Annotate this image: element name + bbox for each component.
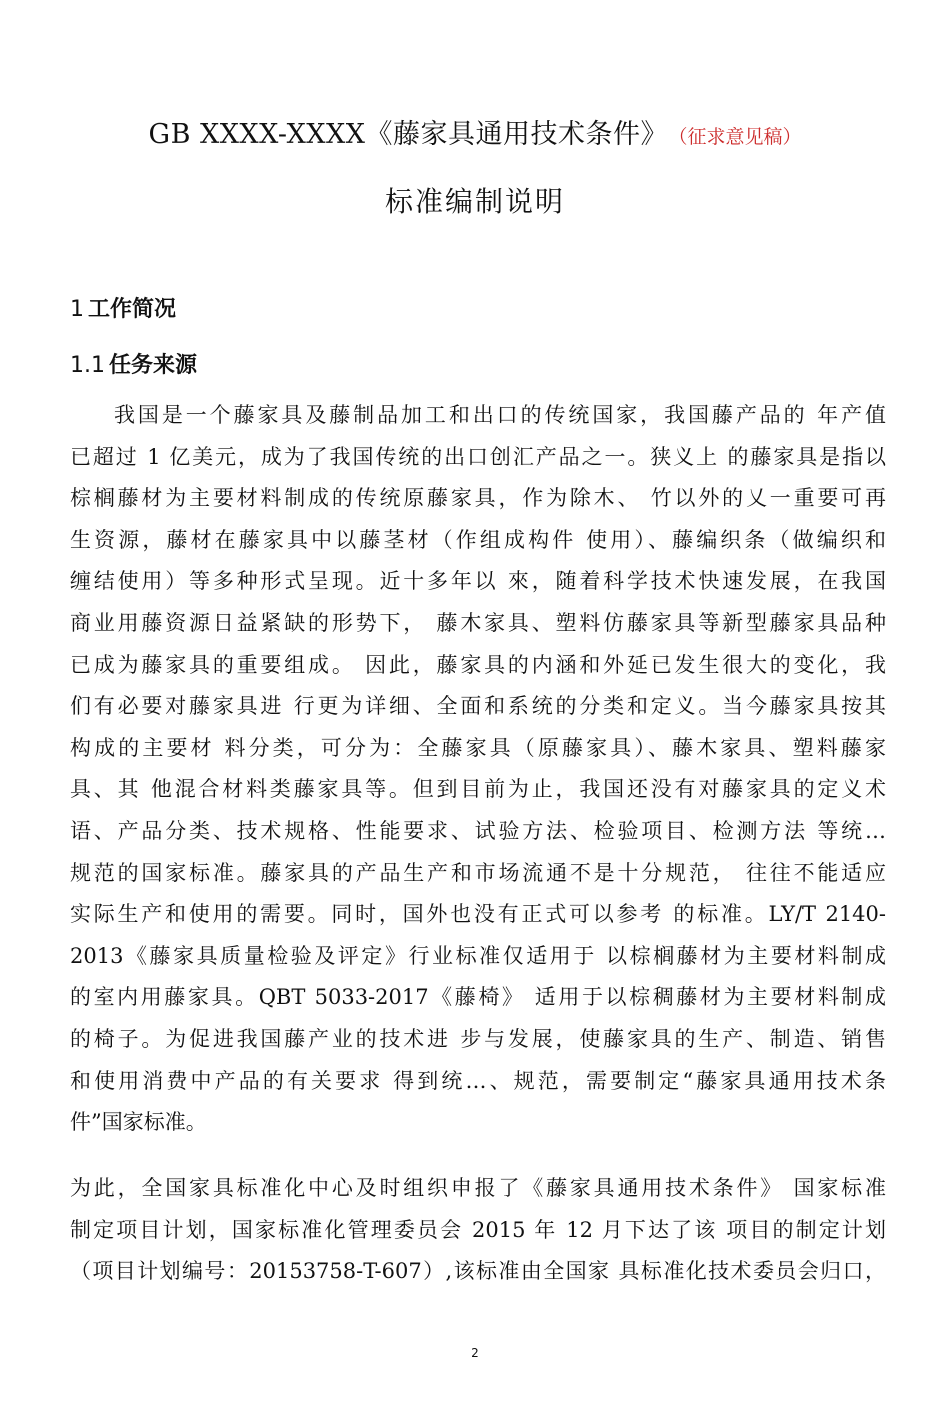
page-number: 2 (471, 1346, 479, 1360)
text-line: 我国是一个藤家具及藤制品加工和出口的传统国家，我国藤产品的 年产值 (114, 403, 886, 427)
text-line: 已成为藤家具的重要组成。 因此，藤家具的内涵和外延已发生很大的变化，我 (70, 652, 886, 677)
document-subtitle: 标准编制说明 (384, 185, 565, 218)
text-line: 具、其 他混合材料类藤家具等。但到目前为止，我国还没有对藤家具的定义术 (70, 777, 886, 802)
section-heading-1 (70, 292, 176, 323)
section-heading-1-1 (70, 348, 197, 379)
text-line: 件”国家标准。 (70, 1110, 207, 1135)
text-line: 实际生产和使用的需要。同时，国外也没有正式可以参考 的标准。LY/T 2140- (70, 902, 886, 927)
text-line: 商业用藤资源日益紧缺的形势下， 藤木家具、塑料仿藤家具等新型藤家具品种 (70, 610, 886, 635)
text-line: 的室内用藤家具。QBT 5033-2017《藤椅》 适用于以棕稠藤材为主要材料制成 (70, 985, 886, 1010)
text-line: 们有必要对藤家具进 行更为详细、全面和系统的分类和定义。当今藤家具按其 (70, 694, 886, 719)
text-line: 制定项目计划，国家标准化管理委员会 2015 年 12 月下达了该 项目的制定计划 (70, 1217, 886, 1242)
text-line: 已超过 1 亿美元，成为了我国传统的出口创汇产品之一。狭义上 的藤家具是指以 (70, 444, 886, 469)
paragraph-project-plan (70, 1168, 886, 1293)
paragraph-task-source (70, 395, 886, 1144)
section-number: 1.1 (70, 353, 105, 378)
section-title: 工作简况 (88, 296, 177, 322)
text-line: 语、产品分类、技术规格、性能要求、试验方法、检验项目、检测方法 等统… (70, 818, 886, 843)
text-line: 棕榈藤材为主要材料制成的传统原藤家具，作为除木、 竹以外的乂一重要可再 (70, 486, 886, 511)
text-line: 构成的主要材 料分类，可分为：全藤家具（原藤家具）、藤木家具、塑料藤家 (70, 735, 886, 760)
text-line: 规范的国家标准。藤家具的产品生产和市场流通不是十分规范， 往往不能适应 (70, 860, 886, 885)
section-number: 1 (70, 297, 84, 322)
text-line: 2013《藤家具质量检验及评定》行业标准仅适用于 以棕榈藤材为主要材料制成 (70, 943, 886, 968)
text-line: 的椅子。为促进我国藤产业的技术进 步与发展，使藤家具的生产、制造、销售 (70, 1026, 886, 1051)
text-line: 生资源，藤材在藤家具中以藤茎材（作组成构件 使用）、藤编织条（做编织和 (70, 527, 886, 552)
section-title: 任务来源 (109, 352, 198, 378)
text-line: 缠结使用）等多种形式呈现。近十多年以 來，随着科学技术快速发展，在我国 (70, 569, 886, 594)
title-draft-note: （征求意见稿） (677, 126, 802, 148)
title-main: GB XXXX-XXXX《藤家具通用技术条件》 (148, 119, 668, 150)
text-line: 和使用消费中产品的有关要求 得到统…、规范，需要制定“藤家具通用技术条 (70, 1068, 886, 1093)
text-line: （项目计划编号：20153758-T-607）,该标准由全国家 具标准化技术委员会归口， (70, 1259, 886, 1284)
text-line: 为此，全国家具标准化中心及时组织申报了《藤家具通用技术条件》 国家标准 (70, 1176, 886, 1200)
document-title (0, 112, 950, 151)
